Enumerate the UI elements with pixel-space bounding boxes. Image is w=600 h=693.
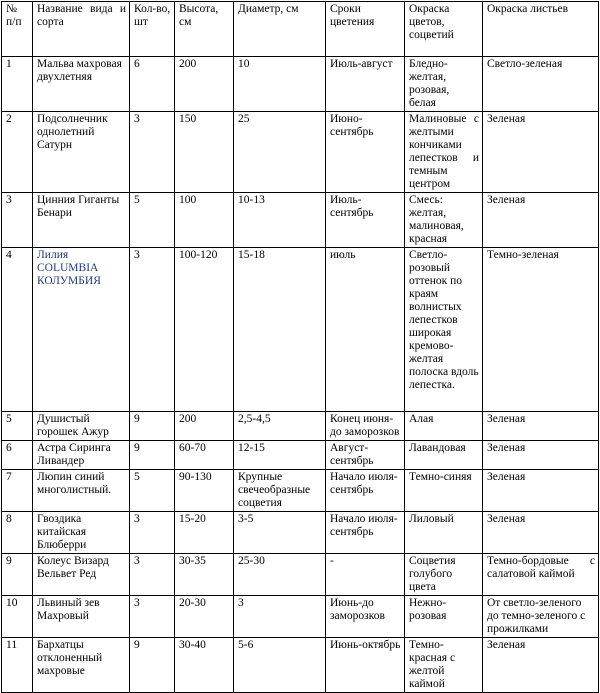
- header-quantity: Кол-во, шт: [130, 2, 175, 57]
- row-name: Гвоздика китайская Блюберри: [33, 512, 130, 554]
- row-height: 100-120: [175, 248, 234, 412]
- row-bloom: июль: [326, 248, 405, 412]
- row-diameter: 2,5-4,5: [234, 412, 326, 441]
- row-leaf-color: Зеленая: [483, 512, 599, 554]
- row-height: 200: [175, 57, 234, 112]
- row-quantity: 3: [130, 512, 175, 554]
- row-flower-color: Соцветия голубого цвета: [405, 554, 483, 596]
- row-bloom: Июль-сентябрь: [326, 193, 405, 248]
- row-bloom: Июль-август: [326, 57, 405, 112]
- row-quantity: 3: [130, 596, 175, 638]
- row-quantity: 5: [130, 193, 175, 248]
- table-row: [2, 112, 599, 193]
- row-height: 20-30: [175, 596, 234, 638]
- row-diameter: Крупные свечеобразные соцветия: [234, 470, 326, 512]
- row-name: Лилия COLUMBIA КОЛУМБИЯ: [33, 248, 130, 412]
- row-quantity: 9: [130, 638, 175, 693]
- row-flower-color: Нежно-розовая: [405, 596, 483, 638]
- row-number: 8: [2, 512, 33, 554]
- row-bloom: Август-сентябрь: [326, 441, 405, 470]
- row-name: Подсолнечник однолетний Сатурн: [33, 112, 130, 193]
- row-leaf-color: Зеленая: [483, 470, 599, 512]
- header-leaf-color: Окраска листьев: [483, 2, 599, 57]
- row-bloom: Июнь-до заморозков: [326, 596, 405, 638]
- table-row: [2, 248, 599, 412]
- row-height: 15-20: [175, 512, 234, 554]
- table-row: [2, 470, 599, 512]
- row-diameter: 5-6: [234, 638, 326, 693]
- row-height: 90-130: [175, 470, 234, 512]
- row-height: 150: [175, 112, 234, 193]
- row-leaf-color: Темно-зеленая: [483, 248, 599, 412]
- row-bloom: Конец июня- до заморозков: [326, 412, 405, 441]
- header-flower-color: Окраска цветов, соцветий: [405, 2, 483, 57]
- table-row: [2, 193, 599, 248]
- table-row: [2, 57, 599, 112]
- row-number: 9: [2, 554, 33, 596]
- row-quantity: 9: [130, 412, 175, 441]
- header-height: Высота, см: [175, 2, 234, 57]
- row-leaf-color: Зеленая: [483, 112, 599, 193]
- row-leaf-color: Зеленая: [483, 193, 599, 248]
- row-height: 100: [175, 193, 234, 248]
- row-bloom: -: [326, 554, 405, 596]
- table-row: [2, 638, 599, 693]
- row-diameter: 15-18: [234, 248, 326, 412]
- row-number: 3: [2, 193, 33, 248]
- row-name: Бархатцы отклоненный махровые: [33, 638, 130, 693]
- row-flower-color: Темно-синяя: [405, 470, 483, 512]
- header-bloom-period: Сроки цветения: [326, 2, 405, 57]
- row-quantity: 5: [130, 470, 175, 512]
- row-number: 11: [2, 638, 33, 693]
- row-diameter: 3-5: [234, 512, 326, 554]
- row-height: 30-40: [175, 638, 234, 693]
- row-diameter: 10: [234, 57, 326, 112]
- row-leaf-color: Зеленая: [483, 412, 599, 441]
- row-number: 10: [2, 596, 33, 638]
- row-quantity: 3: [130, 112, 175, 193]
- table-row: [2, 412, 599, 441]
- row-flower-color: Лавандовая: [405, 441, 483, 470]
- row-number: 6: [2, 441, 33, 470]
- row-bloom: Июно-сентябрь: [326, 112, 405, 193]
- row-flower-color: Темно-красная с желтой каймой: [405, 638, 483, 693]
- row-name: Душистый горошек Ажур: [33, 412, 130, 441]
- row-quantity: 3: [130, 248, 175, 412]
- row-height: 60-70: [175, 441, 234, 470]
- row-bloom: Июнь-октябрь: [326, 638, 405, 693]
- row-bloom: Начало июля-сентябрь: [326, 470, 405, 512]
- header-name: Название вида и сорта: [33, 2, 130, 57]
- row-diameter: 25: [234, 112, 326, 193]
- row-flower-color: Лиловый: [405, 512, 483, 554]
- header-diameter: Диаметр, см: [234, 2, 326, 57]
- row-diameter: 25-30: [234, 554, 326, 596]
- row-name: Мальва махровая двухлетняя: [33, 57, 130, 112]
- row-quantity: 3: [130, 554, 175, 596]
- table-row: [2, 441, 599, 470]
- row-number: 2: [2, 112, 33, 193]
- table-header-row: [2, 2, 599, 57]
- row-flower-color: Бледно-желтая, розовая, белая: [405, 57, 483, 112]
- row-leaf-color: Зеленая: [483, 638, 599, 693]
- row-number: 4: [2, 248, 33, 412]
- row-number: 7: [2, 470, 33, 512]
- row-number: 1: [2, 57, 33, 112]
- row-quantity: 6: [130, 57, 175, 112]
- row-height: 30-35: [175, 554, 234, 596]
- row-name: Львиный зев Махровый: [33, 596, 130, 638]
- row-name: Астра Сиринга Ливандер: [33, 441, 130, 470]
- table-row: [2, 512, 599, 554]
- flowers-table: [1, 1, 599, 693]
- row-height: 200: [175, 412, 234, 441]
- row-name: Колеус Визард Вельвет Ред: [33, 554, 130, 596]
- row-diameter: 3: [234, 596, 326, 638]
- row-number: 5: [2, 412, 33, 441]
- row-name: Люпин синий многолистный.: [33, 470, 130, 512]
- row-leaf-color: Светло-зеленая: [483, 57, 599, 112]
- row-flower-color: Смесь: желтая, малиновая, красная: [405, 193, 483, 248]
- table-row: [2, 554, 599, 596]
- row-diameter: 12-15: [234, 441, 326, 470]
- row-flower-color: Малиновые с желтыми кончиками лепестков и темным центром: [405, 112, 483, 193]
- row-bloom: Начало июля-сентябрь: [326, 512, 405, 554]
- row-leaf-color: Темно-бордовые с салатовой каймой: [483, 554, 599, 596]
- row-leaf-color: От светло-зеленого до темно-зеленого с прожилками: [483, 596, 599, 638]
- row-diameter: 10-13: [234, 193, 326, 248]
- row-quantity: 9: [130, 441, 175, 470]
- row-name: Цинния Гиганты Бенари: [33, 193, 130, 248]
- row-flower-color: Светло-розовый оттенок по краям волнистых лепестков широкая кремово-желтая полоска вдоль лепестка.: [405, 248, 483, 412]
- table-row: [2, 596, 599, 638]
- row-flower-color: Алая: [405, 412, 483, 441]
- header-number: № п/п: [2, 2, 33, 57]
- row-leaf-color: Зеленая: [483, 441, 599, 470]
